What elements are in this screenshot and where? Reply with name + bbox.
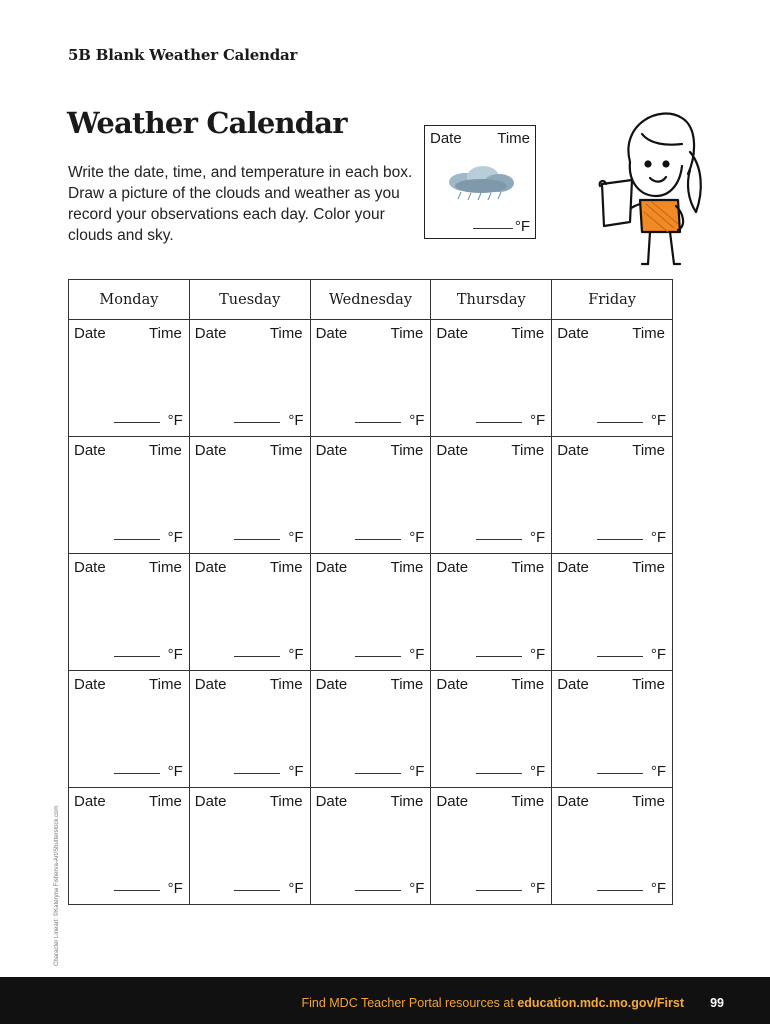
example-temperature [473,218,530,235]
cell-temperature [355,646,424,663]
cell-temp-unit: °F [288,412,304,429]
cell-temp-unit: °F [650,880,666,897]
image-credit: Character Lineart: ©Kateryna Fisherva-Art/Shutterstock.com [54,805,60,966]
cell-temperature-blank [597,656,643,657]
cell-temperature-blank [476,773,522,774]
section-label: 5B Blank Weather Calendar [68,46,298,64]
entry-cell-content [552,554,672,669]
cell-temperature-blank [476,539,522,540]
cell-temp-unit: °F [167,880,183,897]
calendar-entry-cell [431,671,552,788]
calendar-entry-cell [189,788,310,905]
calendar-entry-cell [431,554,552,671]
entry-cell-content [69,554,189,669]
example-time-label: Time [497,130,530,147]
cell-temp-unit: °F [167,529,183,546]
entry-cell-content [552,671,672,786]
cell-temp-unit: °F [650,763,666,780]
cell-date-label: Date [436,442,469,459]
cell-time-label: Time [149,325,182,342]
cell-temperature-blank [234,422,280,423]
cell-temperature [476,763,545,780]
cell-temperature [476,646,545,663]
cell-date-label: Date [315,676,348,693]
cell-temperature-blank [114,890,160,891]
cell-temp-unit: °F [530,529,546,546]
entry-cell-content [190,320,310,435]
cell-temperature [234,646,303,663]
weekday-header-row [69,280,673,320]
cell-temperature [234,529,303,546]
calendar-entry-cell [431,320,552,437]
cell-time-label: Time [632,559,665,576]
calendar-entry-cell [552,671,673,788]
entry-cell-content [431,320,551,435]
cell-temperature [597,763,666,780]
calendar-week-row [69,788,673,905]
calendar-entry-cell [189,671,310,788]
cell-date-label: Date [557,676,589,693]
example-entry-box [424,125,536,239]
page-title: Weather Calendar [67,106,347,140]
entry-cell-content [69,671,189,786]
cell-temperature [355,880,424,897]
example-date-label: Date [430,130,462,147]
cell-temperature [234,763,303,780]
cell-time-label: Time [269,325,303,342]
cell-temperature [597,412,666,429]
cell-time-label: Time [511,442,545,459]
cell-temperature-blank [234,656,280,657]
calendar-entry-cell [552,320,673,437]
footer-text [301,996,684,1010]
cell-date-label: Date [315,559,348,576]
example-temperature-blank [473,228,513,229]
calendar-entry-cell [189,320,310,437]
cell-temperature-blank [476,656,522,657]
cell-temperature-blank [114,773,160,774]
cell-temp-unit: °F [650,646,666,663]
cell-time-label: Time [149,676,182,693]
cell-time-label: Time [390,676,424,693]
cell-temperature-blank [597,890,643,891]
cell-time-label: Time [269,793,303,810]
entry-cell-content [431,437,551,552]
cell-temp-unit: °F [167,763,183,780]
calendar-entry-cell [310,788,431,905]
cell-temperature [114,763,183,780]
day-header-thursday: Thursday [431,280,552,320]
calendar-entry-cell [552,554,673,671]
cell-temperature-blank [114,656,160,657]
cell-temperature [597,529,666,546]
calendar-entry-cell [69,671,190,788]
cell-time-label: Time [269,676,303,693]
cell-temp-unit: °F [530,412,546,429]
cell-temperature-blank [234,773,280,774]
cell-temp-unit: °F [409,412,425,429]
cell-time-label: Time [269,559,303,576]
cell-time-label: Time [269,442,303,459]
cell-date-label: Date [557,442,589,459]
cell-date-label: Date [194,559,227,576]
cell-temp-unit: °F [409,646,425,663]
entry-cell-content [552,788,672,903]
calendar-entry-cell [69,437,190,554]
cell-time-label: Time [511,325,545,342]
cell-temp-unit: °F [288,646,304,663]
calendar-entry-cell [310,671,431,788]
cell-date-label: Date [436,559,469,576]
footer-link[interactable]: education.mdc.mo.gov/First [517,996,684,1010]
cell-temperature-blank [234,890,280,891]
cell-temp-unit: °F [650,529,666,546]
entry-cell-content [311,437,431,552]
cell-temperature [355,529,424,546]
cell-time-label: Time [390,442,424,459]
cell-time-label: Time [632,793,665,810]
cell-temperature-blank [597,539,643,540]
calendar-week-row [69,554,673,671]
cell-temperature [355,763,424,780]
calendar-entry-cell [431,788,552,905]
entry-cell-content [311,788,431,903]
calendar-entry-cell [552,437,673,554]
weather-calendar-grid [68,279,673,905]
entry-cell-content [190,437,310,552]
cell-temperature [234,880,303,897]
cell-temperature [476,412,545,429]
day-header-monday: Monday [69,280,190,320]
cell-temperature [597,880,666,897]
calendar-entry-cell [69,554,190,671]
cell-temp-unit: °F [530,880,546,897]
day-header-wednesday: Wednesday [310,280,431,320]
entry-cell-content [190,788,310,903]
entry-cell-content [69,788,189,903]
cell-temperature-blank [597,773,643,774]
cell-temperature-blank [114,422,160,423]
cell-date-label: Date [74,559,106,576]
cell-temperature [476,880,545,897]
calendar-week-row [69,437,673,554]
page-number: 99 [710,996,724,1010]
cell-temp-unit: °F [167,646,183,663]
cell-date-label: Date [315,325,348,342]
footer-bar [0,977,770,1024]
cell-temperature [355,412,424,429]
cell-time-label: Time [511,793,545,810]
cell-temp-unit: °F [288,880,304,897]
cell-date-label: Date [436,676,469,693]
cell-temp-unit: °F [409,880,425,897]
cell-temperature-blank [114,539,160,540]
cell-temp-unit: °F [409,763,425,780]
cell-temperature-blank [355,890,401,891]
cell-temp-unit: °F [409,529,425,546]
entry-cell-content [190,554,310,669]
cell-temp-unit: °F [650,412,666,429]
cell-temperature-blank [476,890,522,891]
cell-temperature-blank [355,539,401,540]
rain-cloud-icon [443,162,521,206]
cell-time-label: Time [511,559,545,576]
cell-date-label: Date [557,559,589,576]
cell-temperature-blank [476,422,522,423]
cell-temperature-blank [355,422,401,423]
cell-time-label: Time [390,793,424,810]
cell-temperature-blank [597,422,643,423]
cell-date-label: Date [436,793,469,810]
entry-cell-content [311,671,431,786]
day-header-friday: Friday [552,280,673,320]
entry-cell-content [552,437,672,552]
cell-date-label: Date [194,676,227,693]
cell-time-label: Time [511,676,545,693]
cell-time-label: Time [632,325,665,342]
cell-date-label: Date [194,325,227,342]
cell-date-label: Date [74,325,106,342]
cell-time-label: Time [390,559,424,576]
girl-holding-paper-illustration [590,104,710,270]
calendar-entry-cell [310,554,431,671]
cell-date-label: Date [436,325,469,342]
calendar-entry-cell [310,437,431,554]
cell-time-label: Time [149,559,182,576]
entry-cell-content [311,320,431,435]
cell-temp-unit: °F [530,763,546,780]
calendar-entry-cell [431,437,552,554]
calendar-entry-cell [552,788,673,905]
entry-cell-content [69,320,189,435]
cell-date-label: Date [194,442,227,459]
cell-temp-unit: °F [288,529,304,546]
cell-temperature [114,880,183,897]
cell-temperature [234,412,303,429]
instructions-text: Write the date, time, and temperature in each box. Draw a picture of the clouds and weather as you record your observations each day. Color your clouds and sky. [68,164,413,244]
cell-date-label: Date [74,442,106,459]
example-temp-unit: °F [514,218,530,235]
cell-date-label: Date [557,793,589,810]
day-header-tuesday: Tuesday [189,280,310,320]
cell-temp-unit: °F [167,412,183,429]
cell-temperature-blank [234,539,280,540]
calendar-entry-cell [189,554,310,671]
entry-cell-content [431,788,551,903]
entry-cell-content [552,320,672,435]
cell-date-label: Date [194,793,227,810]
cell-temperature [114,529,183,546]
calendar-week-row [69,671,673,788]
entry-cell-content [311,554,431,669]
cell-temperature [114,412,183,429]
cell-time-label: Time [149,442,182,459]
cell-time-label: Time [632,442,665,459]
cell-temp-unit: °F [288,763,304,780]
entry-cell-content [431,554,551,669]
cell-date-label: Date [557,325,589,342]
calendar-entry-cell [189,437,310,554]
calendar-entry-cell [310,320,431,437]
cell-temp-unit: °F [530,646,546,663]
entry-cell-content [190,671,310,786]
cell-temperature [597,646,666,663]
cell-date-label: Date [74,676,106,693]
cell-date-label: Date [74,793,106,810]
cell-temperature-blank [355,773,401,774]
footer-lead-text: Find MDC Teacher Portal resources at [301,996,514,1010]
cell-time-label: Time [149,793,182,810]
cell-time-label: Time [390,325,424,342]
calendar-body [69,320,673,905]
calendar-week-row [69,320,673,437]
cell-date-label: Date [315,793,348,810]
cell-date-label: Date [315,442,348,459]
cell-temperature-blank [355,656,401,657]
cell-time-label: Time [632,676,665,693]
cell-temperature [476,529,545,546]
entry-cell-content [69,437,189,552]
entry-cell-content [431,671,551,786]
calendar-entry-cell [69,788,190,905]
cell-temperature [114,646,183,663]
calendar-entry-cell [69,320,190,437]
